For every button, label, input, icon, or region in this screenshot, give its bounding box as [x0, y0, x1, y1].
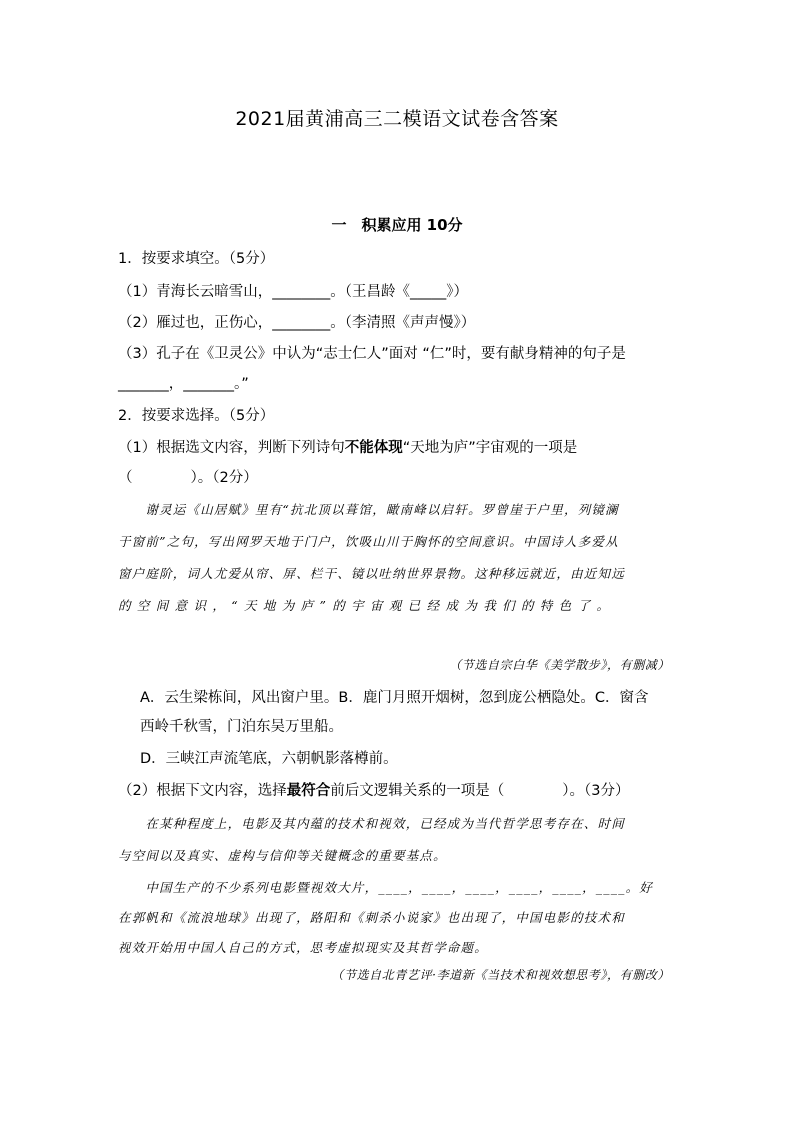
question-2-sub-2-text-a: （2）根据下文内容，选择 — [118, 783, 287, 799]
question-2-stem: 2．按要求选择。（5分） — [118, 408, 275, 424]
document-title: 2021届黄浦高三二模语文试卷含答案 — [235, 108, 559, 130]
passage-1-line: 于窗前”之句，写出网罗天地于门户，饮吸山川于胸怀的空间意识。中国诗人多爱从 — [118, 534, 619, 549]
option-line: A．云生梁栋间，风出窗户里。B．鹿门月照开烟树，忽到庞公栖隐处。C．窗含 — [140, 690, 649, 706]
question-1-stem: 1．按要求填空。（5分） — [118, 251, 275, 267]
passage-1-source: （节选自宗白华《美学散步》，有删减） — [449, 658, 670, 672]
question-2-sub-2 — [118, 779, 629, 800]
question-2-sub-2-emphasis: 最符合 — [286, 783, 331, 799]
passage-1-line: 窗户庭阶，词人尤爱从帘、屏、栏干、镜以吐纳世界景物。这种移远就近，由近知远 — [118, 566, 625, 581]
question-2-sub-1-text-a: （1）根据选文内容，判断下列诗句 — [118, 440, 345, 456]
passage-2-line: 中国生产的不少系列电影暨视效大片，____，____，____，____，____，____。好 — [118, 880, 654, 895]
question-2-sub-1-emphasis: 不能体现 — [344, 440, 403, 456]
question-2-sub-1-text-b: “天地为庐”宇宙观的一项是 — [402, 440, 578, 456]
question-2-sub-1 — [118, 436, 577, 457]
question-1-sub-1: （1）青海长云暗雪山，________。（王昌龄《_____》） — [118, 284, 468, 300]
section-heading: 一 积累应用 10分 — [331, 216, 463, 234]
passage-2-line: 在某种程度上，电影及其内蕴的技术和视效，已经成为当代哲学思考存在、时间 — [118, 816, 625, 831]
passage-2-line: 与空间以及真实、虚构与信仰等关键概念的重要基点。 — [118, 848, 447, 863]
option-line: D．三峡江声流笔底，六朝帆影落樽前。 — [140, 751, 398, 767]
option-line: 西岭千秋雪，门泊东吴万里船。 — [140, 719, 343, 735]
passage-2-source: （节选自北青艺评·李道新《当技术和视效想思考》，有删改） — [331, 968, 670, 982]
passage-1-line: 谢灵运《山居赋》里有“抗北顶以葺馆，瞰南峰以启轩。罗曾崖于户里，列镜澜 — [118, 502, 619, 517]
question-1-sub-3-line-2: _______，_______。” — [118, 376, 249, 392]
passage-2-line: 视效开始用中国人自己的方式，思考虚拟现实及其哲学命题。 — [118, 940, 488, 955]
passage-1-line: 的 空 间 意 识 ， “ 天 地 为 庐 ” 的 宇 宙 观 已 经 成 为 我 们 的 特 色 了 。 — [118, 598, 611, 613]
question-1-sub-3-line-1: （3）孔子在《卫灵公》中认为“志士仁人”面对 “仁”时，要有献身精神的句子是 — [118, 346, 626, 362]
question-1-sub-2: （2）雁过也，正伤心，________。（李清照《声声慢》） — [118, 315, 476, 331]
question-2-sub-2-text-b: 前后文逻辑关系的一项是（ ）。（3分） — [330, 783, 630, 799]
question-2-sub-1-answer-paren: （ ）。（2分） — [118, 470, 258, 486]
passage-2-line: 在郭帆和《流浪地球》出现了，路阳和《刺杀小说家》也出现了，中国电影的技术和 — [118, 910, 625, 925]
